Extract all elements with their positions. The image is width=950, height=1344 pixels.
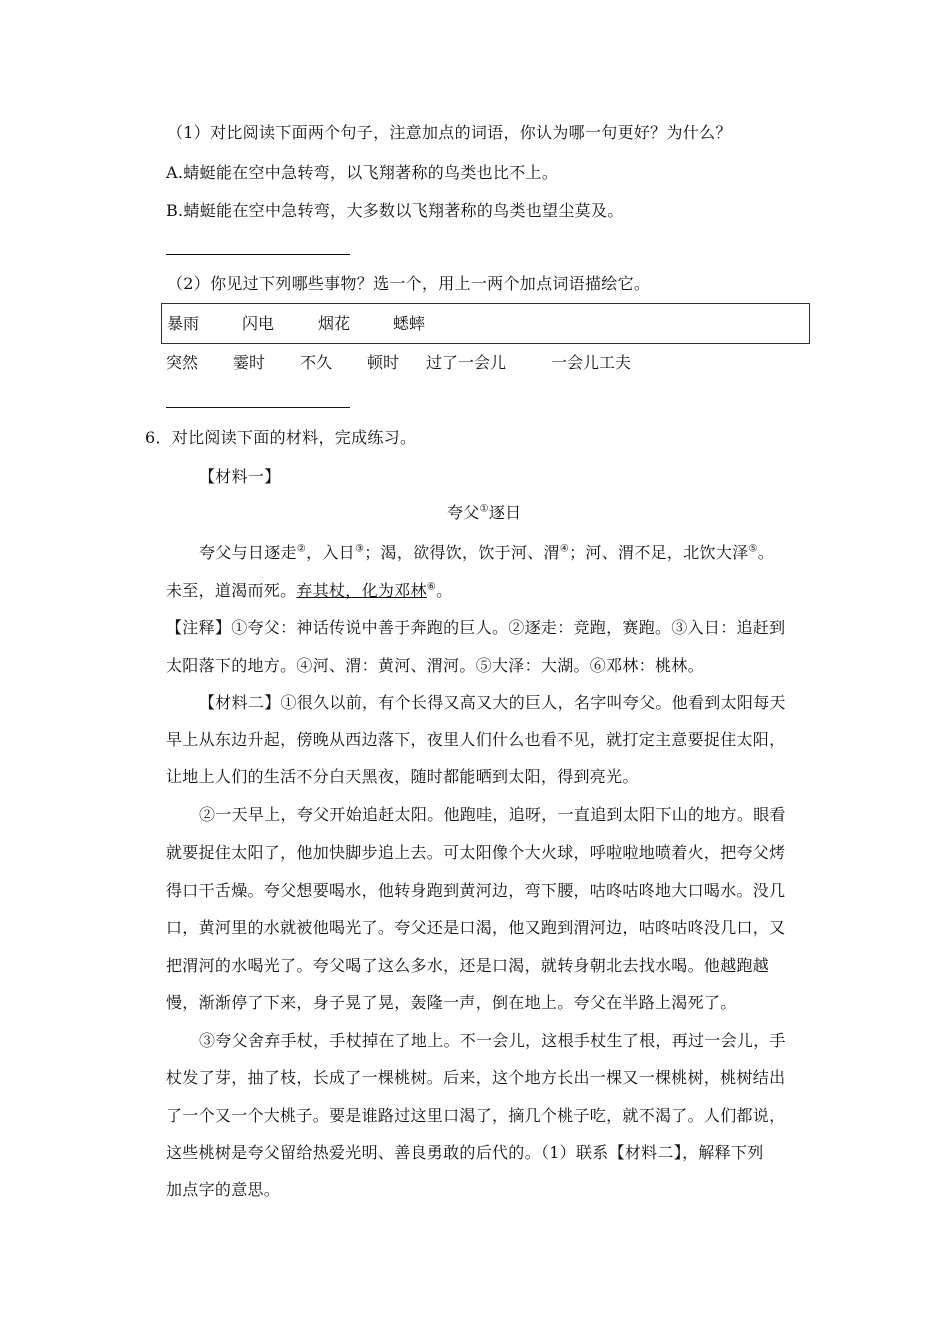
material2-line: 了一个又一个大桃子。要是谁路过这里口渴了，摘几个桃子吃，就不渴了。人们都说， [166, 1106, 786, 1125]
material2-line: 【材料二】①很久以前，有个长得又高又大的巨人，名字叫夸父。他看到太阳每天 [199, 693, 786, 712]
footnote-marker: ⑤ [748, 543, 758, 555]
classical-text-line-2: 未至，道渴而死。弃其杖，化为邓林⑥。 [166, 581, 453, 600]
word-item: 不久 [300, 353, 333, 372]
thing-item: 暴雨 [167, 314, 200, 333]
word-item: 顿时 [367, 353, 400, 372]
title-part2: 逐日 [488, 503, 522, 522]
footnote-marker: ④ [559, 543, 570, 555]
notes-line: 【注释】①夸父：神话传说中善于奔跑的巨人。②逐走：竞跑，赛跑。③入日：追赶到 [166, 618, 786, 637]
word-item: 突然 [166, 353, 199, 372]
q5-option-a: A.蜻蜓能在空中急转弯，以飞翔著称的鸟类也比不上。 [166, 163, 559, 182]
q6-heading: 6．对比阅读下面的材料，完成练习。 [145, 428, 417, 447]
things-box [161, 303, 810, 344]
material2-line: 杖发了芽，抽了枝，长成了一棵桃树。后来，这个地方长出一棵又一棵桃树，桃树结出 [166, 1068, 786, 1087]
thing-item: 蟋蟀 [393, 314, 426, 333]
classical-text-line-1: 夸父与日逐走②，入日③；渴，欲得饮，饮于河、渭④；河、渭不足，北饮大泽⑤。 [199, 543, 775, 562]
material2-line: 得口干舌燥。夸父想要喝水，他转身跑到黄河边，弯下腰，咕咚咕咚地大口喝水。没几 [166, 881, 786, 900]
footnote-marker: ② [296, 543, 307, 555]
material2-line: 加点字的意思。 [166, 1180, 281, 1199]
title-part1: 夸父 [447, 503, 480, 522]
q5-option-b: B.蜻蜓能在空中急转弯，大多数以飞翔著称的鸟类也望尘莫及。 [166, 201, 624, 220]
q5-sub1-prompt: （1）对比阅读下面两个句子，注意加点的词语，你认为哪一句更好？为什么？ [167, 123, 732, 142]
material2-line: 让地上人们的生活不分白天黑夜，随时都能晒到太阳，得到亮光。 [166, 767, 639, 786]
material1-label: 【材料一】 [199, 467, 281, 486]
thing-item: 烟花 [318, 314, 351, 333]
answer-line-2 [166, 407, 350, 408]
material2-line: ②一天早上，夸父开始追赶太阳。他跑哇，追呀，一直追到太阳下山的地方。眼看 [199, 805, 786, 824]
material2-line: 早上从东边升起，傍晚从西边落下，夜里人们什么也看不见，就打定主意要捉住太阳， [166, 730, 786, 749]
material2-line: 就要捉住太阳了，他加快脚步追上去。可太阳像个大火球，呼啦啦地喷着火，把夸父烤 [166, 843, 786, 862]
q5-sub2-prompt: （2）你见过下列哪些事物？选一个，用上一两个加点词语描绘它。 [167, 274, 651, 293]
word-item: 霎时 [233, 353, 266, 372]
notes-line: 太阳落下的地方。④河、渭：黄河、渭河。⑤大泽：大湖。⑥邓林：桃林。 [166, 656, 704, 675]
answer-line-1 [166, 254, 350, 255]
word-item: 一会儿工夫 [551, 353, 632, 372]
footnote-marker: ③ [354, 543, 365, 555]
underlined-phrase: 弃其杖，化为邓林 [296, 581, 427, 600]
thing-item: 闪电 [242, 314, 275, 333]
word-item: 过了一会儿 [426, 353, 507, 372]
material2-line: 把渭河的水喝光了。夸父喝了这么多水，还是口渴，就转身朝北去找水喝。他越跑越 [166, 956, 770, 975]
material2-line: ③夸父舍弃手杖，手杖掉在了地上。不一会儿，这根手杖生了根，再过一会儿，手 [199, 1031, 786, 1050]
passage-title [447, 503, 521, 523]
material2-line: 慢，渐渐停了下来，身子晃了晃，轰隆一声，倒在地上。夸父在半路上渴死了。 [166, 993, 737, 1012]
material2-line: 这些桃树是夸父留给热爱光明、善良勇敢的后代的。（1）联系【材料二】，解释下列 [166, 1143, 764, 1162]
footnote-marker: ① [479, 503, 489, 515]
footnote-marker: ⑥ [426, 581, 437, 593]
material2-line: 口，黄河里的水就被他喝光了。夸父还是口渴，他又跑到渭河边，咕咚咕咚没几口，又 [166, 918, 786, 937]
